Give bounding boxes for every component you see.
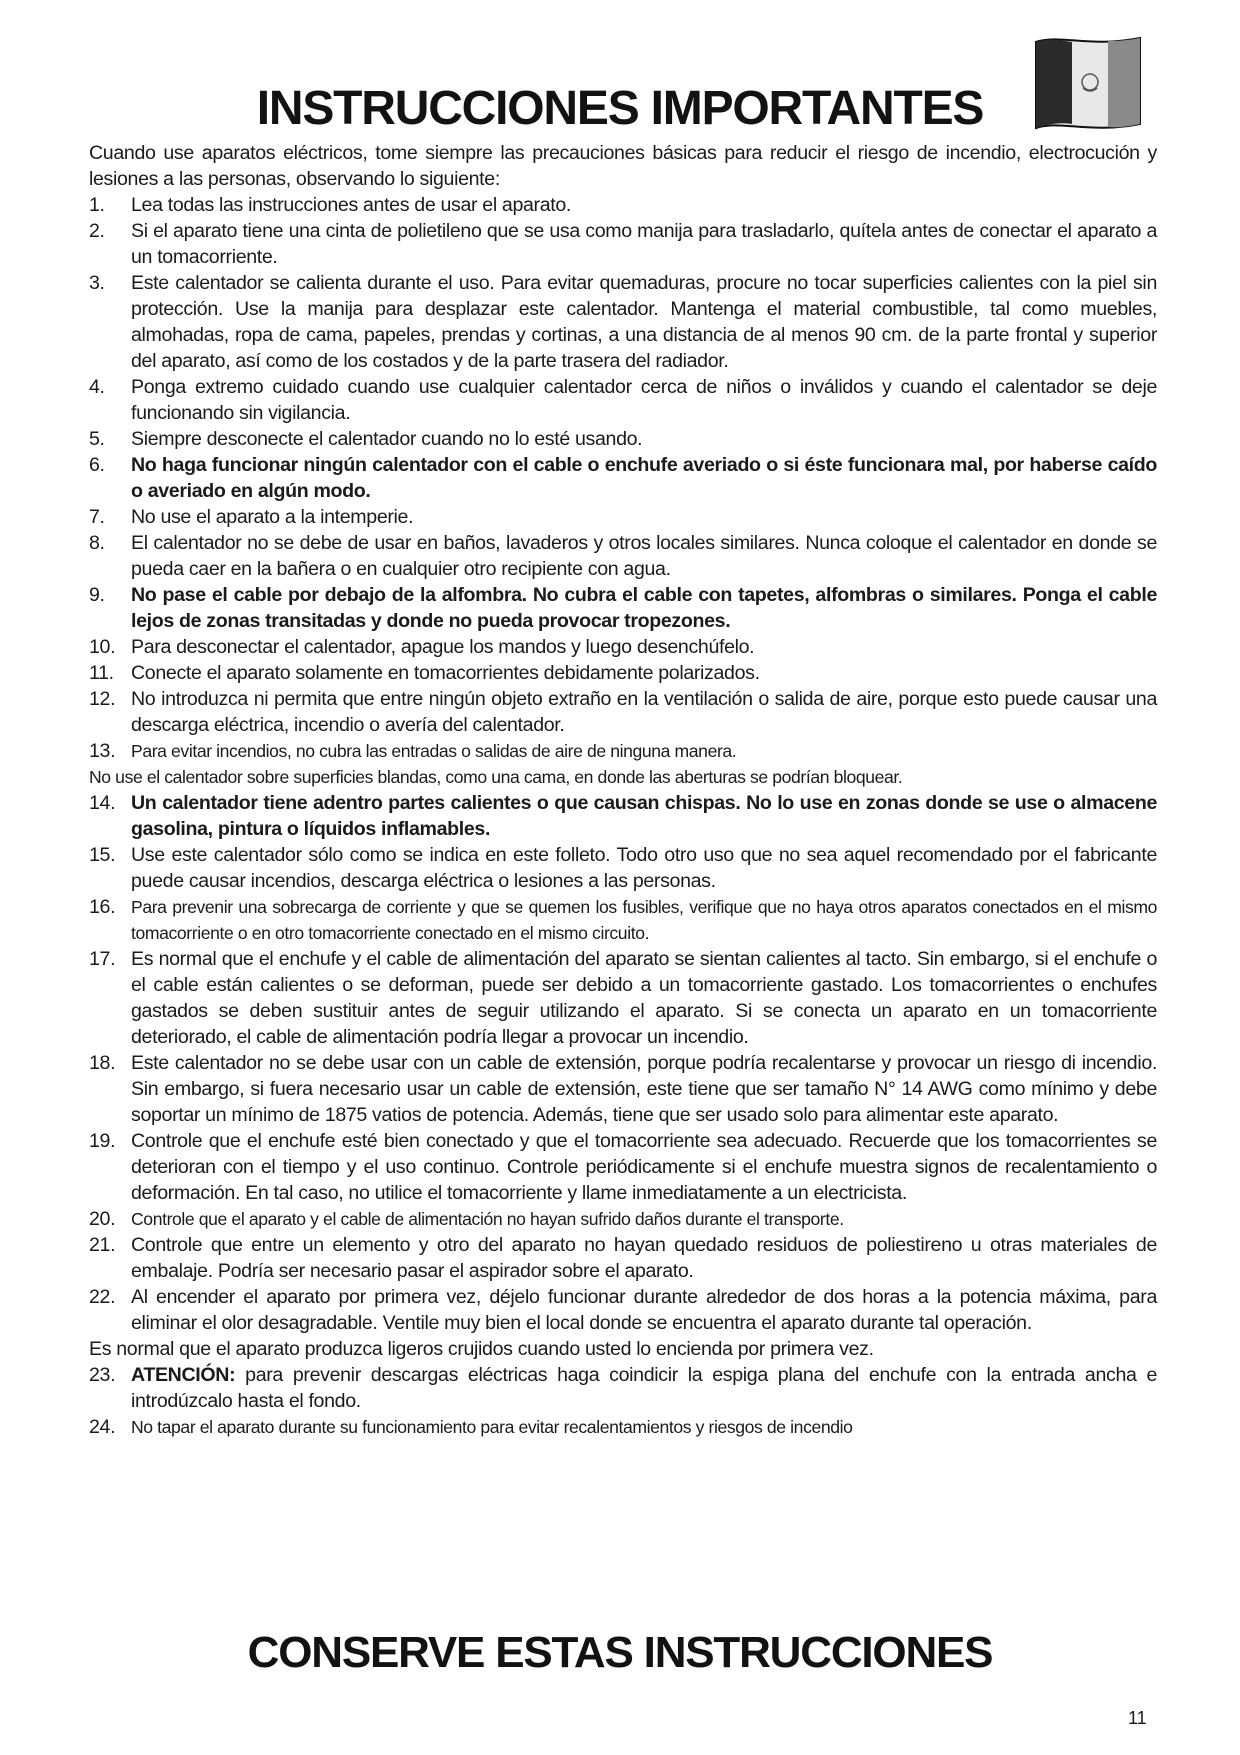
list-item: 4. Ponga extremo cuidado cuando use cualquier calentador cerca de niños o inválidos y cuando el calentador se deje funcionando sin vigilancia. (89, 376, 1157, 424)
instructions-body (89, 140, 1157, 1440)
list-item: 19. Controle que el enchufe esté bien conectado y que el tomacorriente sea adecuado. Recuerde que los tomacorrientes se deterioran con el tiempo y el uso continuo. Controle periódicamente si el enchufe muestra signos de recalentamiento o deformación. En tal caso, no utilice el tomacorriente y llame inmediatamente a un electricista. (89, 1130, 1157, 1204)
list-item: 1. Lea todas las instrucciones antes de usar el aparato. (89, 194, 572, 216)
list-item: 15. Use este calentador sólo como se indica en este folleto. Todo otro uso que no sea aquel recomendado por el fabricante puede causar incendios, descarga eléctrica o lesiones a las personas. (89, 844, 1157, 892)
list-item: 21. Controle que entre un elemento y otro del aparato no hayan quedado residuos de poliestireno u otras materiales de embalaje. Podría ser necesario pasar el aspirador sobre el aparato. (89, 1234, 1157, 1282)
list-item-note: Es normal que el aparato produzca ligeros crujidos cuando usted lo encienda por primera vez. (89, 1338, 874, 1360)
list-item: 20. Controle que el aparato y el cable de alimentación no hayan sufrido daños durante el transporte. (89, 1208, 844, 1230)
list-item: 22. Al encender el aparato por primera vez, déjelo funcionar durante alrededor de dos horas a la potencia máxima, para eliminar el olor desagradable. Ventile muy bien el local donde se encuentra el aparato durante tal operación. (89, 1286, 1157, 1334)
intro-paragraph: Cuando use aparatos eléctricos, tome siempre las precauciones básicas para reducir el riesgo de incendio, electrocución y lesiones a las personas, observando lo siguiente: (89, 142, 1157, 190)
list-item: 12. No introduzca ni permita que entre ningún objeto extraño en la ventilación o salida de aire, porque esto puede causar una descarga eléctrica, incendio o avería del calentador. (89, 688, 1157, 736)
list-item: 18. Este calentador no se debe usar con un cable de extensión, porque podría recalentarse y provocar un riesgo di incendio. Sin embargo, si fuera necesario usar un cable de extensión, este tiene que ser tamaño N° 14 AWG como mínimo y debe soportar un mínimo de 1875 vatios de potencia. Además, tiene que ser usado solo para alimentar este aparato. (89, 1052, 1157, 1126)
list-item: 8. El calentador no se debe de usar en baños, lavaderos y otros locales similares. Nunca coloque el calentador en donde se pueda caer en la bañera o en cualquier otro recipiente con agua. (89, 532, 1157, 580)
footer-title: CONSERVE ESTAS INSTRUCCIONES (247, 1628, 993, 1677)
list-item: 17. Es normal que el enchufe y el cable de alimentación del aparato se sientan calientes al tacto. Sin embargo, si el enchufe o el cable están calientes o se deforman, puede ser debido a un tomacorriente gastado. Los tomacorrientes o enchufes gastados se deben sustituir antes de seguir utilizando el aparato. Si se conecta un aparato en un tomacorriente deteriorado, el cable de alimentación podría llegar a provocar un incendio. (89, 948, 1157, 1048)
list-item: 9. No pase el cable por debajo de la alfombra. No cubra el cable con tapetes, alfombras o similares. Ponga el cable lejos de zonas transitadas y donde no pueda provocar tropezones. (89, 584, 1157, 632)
page-title: INSTRUCCIONES IMPORTANTES (256, 82, 984, 135)
list-item-note: No use el calentador sobre superficies blandas, como una cama, en donde las aberturas se podrían bloquear. (89, 767, 903, 787)
list-item: 3. Este calentador se calienta durante el uso. Para evitar quemaduras, procure no tocar superficies calientes con la piel sin protección. Use la manija para desplazar este calentador. Mantenga el material combustible, tal como muebles, almohadas, ropa de cama, papeles, prendas y cortinas, a una distancia de al menos 90 cm. de la parte frontal y superior del aparato, así como de los costados y de la parte trasera del radiador. (89, 272, 1157, 372)
attention-label: ATENCIÓN: (131, 1364, 236, 1386)
list-item: 10. Para desconectar el calentador, apague los mandos y luego desenchúfelo. (89, 636, 755, 658)
list-item: 11. Conecte el aparato solamente en tomacorrientes debidamente polarizados. (89, 662, 760, 684)
list-item: 24. No tapar el aparato durante su funcionamiento para evitar recalentamientos y riesgos de incendio (89, 1416, 853, 1438)
list-item: 13. Para evitar incendios, no cubra las entradas o salidas de aire de ninguna manera. (89, 740, 737, 762)
list-item: 23. ATENCIÓN: para prevenir descargas eléctricas haga coindicir la espiga plana del enchufe con la entrada ancha e introdúzcalo hasta el fondo. (89, 1364, 1157, 1412)
list-item: 14. Un calentador tiene adentro partes calientes o que causan chispas. No lo use en zonas donde se use o almacene gasolina, pintura o líquidos inflamables. (89, 792, 1157, 840)
list-item: 2. Si el aparato tiene una cinta de polietileno que se usa como manija para trasladarlo, quítela antes de conectar el aparato a un tomacorriente. (89, 220, 1157, 268)
list-item: 6. No haga funcionar ningún calentador con el cable o enchufe averiado o si éste funcionara mal, por haberse caído o averiado en algún modo. (89, 454, 1157, 502)
list-item: 5. Siempre desconecte el calentador cuando no lo esté usando. (89, 428, 643, 450)
list-item: 7. No use el aparato a la intemperie. (89, 506, 414, 528)
list-item: 16. Para prevenir una sobrecarga de corriente y que se quemen los fusibles, verifique que no haya otros aparatos conectados en el mismo tomacorriente o en otro tomacorriente conectado en el mismo circuito. (89, 896, 1157, 943)
page-number: 11 (1128, 1708, 1147, 1728)
